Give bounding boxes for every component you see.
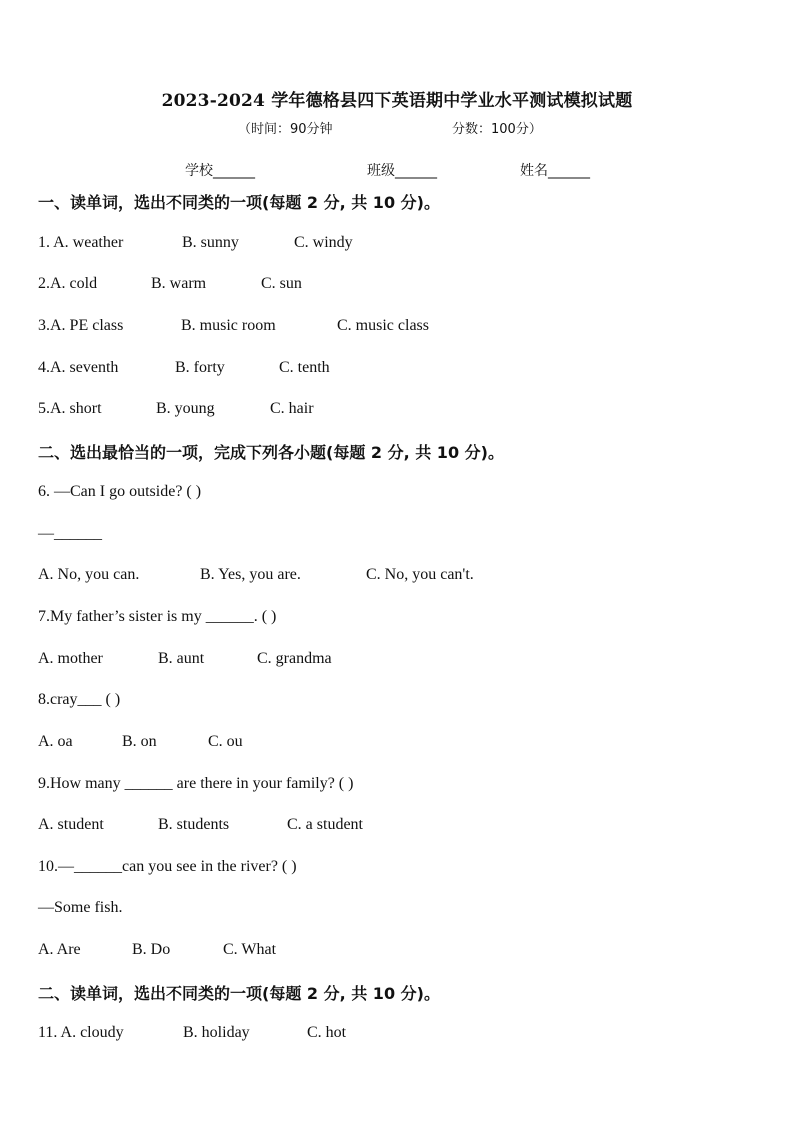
- name-field: 姓名______: [520, 163, 590, 179]
- question-10-reply: —Some fish.: [38, 899, 123, 916]
- option-c: C. sun: [261, 275, 302, 292]
- option-b: B. forty: [175, 359, 225, 376]
- option-a: A. oa: [38, 733, 73, 750]
- option-c: C. a student: [287, 816, 363, 833]
- option-b: B. sunny: [182, 234, 239, 251]
- option-b: B. holiday: [183, 1024, 250, 1041]
- question-9-stem: 9.How many ______ are there in your family? ( ): [38, 775, 354, 792]
- question-8-stem: 8.cray___ ( ): [38, 691, 121, 708]
- option-c: C. music class: [337, 317, 429, 334]
- option-a: A. mother: [38, 650, 103, 667]
- section-heading: 二、选出最恰当的一项，完成下列各小题(每题 2 分, 共 10 分)。: [38, 443, 504, 462]
- option-b: B. Do: [132, 941, 171, 958]
- option-b: B. warm: [151, 275, 207, 292]
- section-heading: 二、读单词，选出不同类的一项(每题 2 分, 共 10 分)。: [38, 984, 440, 1003]
- section-heading: 一、读单词，选出不同类的一项(每题 2 分, 共 10 分)。: [38, 193, 440, 212]
- exam-score: 分数：100分）: [452, 122, 542, 137]
- question-6-reply: —______: [38, 525, 102, 542]
- option-c: C. hair: [270, 400, 314, 417]
- exam-time: （时间：90分钟: [238, 122, 333, 137]
- option-a: A. No, you can.: [38, 566, 140, 583]
- page-title: 2023-2024 学年德格县四下英语期中学业水平测试模拟试题: [161, 91, 633, 111]
- option-a: A. student: [38, 816, 104, 833]
- option-c: C. windy: [294, 234, 353, 251]
- option-a: 3.A. PE class: [38, 317, 124, 334]
- option-a: 2.A. cold: [38, 275, 98, 292]
- option-c: C. What: [223, 941, 277, 958]
- option-c: C. No, you can't.: [366, 566, 474, 583]
- question-7-stem: 7.My father’s sister is my ______. ( ): [38, 608, 277, 625]
- option-b: B. on: [122, 733, 157, 750]
- option-a: 4.A. seventh: [38, 359, 119, 376]
- option-c: C. tenth: [279, 359, 330, 376]
- class-field: 班级______: [367, 163, 437, 179]
- question-6-stem: 6. —Can I go outside? ( ): [38, 483, 202, 500]
- option-c: C. grandma: [257, 650, 332, 667]
- option-b: B. music room: [181, 317, 276, 334]
- option-a: 1. A. weather: [38, 234, 124, 251]
- option-a: 11. A. cloudy: [38, 1024, 124, 1041]
- option-b: B. young: [156, 400, 215, 417]
- option-b: B. aunt: [158, 650, 205, 667]
- school-field: 学校______: [185, 163, 255, 179]
- option-b: B. students: [158, 816, 230, 833]
- option-b: B. Yes, you are.: [200, 566, 301, 583]
- option-a: A. Are: [38, 941, 81, 958]
- option-c: C. ou: [208, 733, 243, 750]
- question-10-stem: 10.—______can you see in the river? ( ): [38, 858, 297, 875]
- option-c: C. hot: [307, 1024, 347, 1041]
- option-a: 5.A. short: [38, 400, 102, 417]
